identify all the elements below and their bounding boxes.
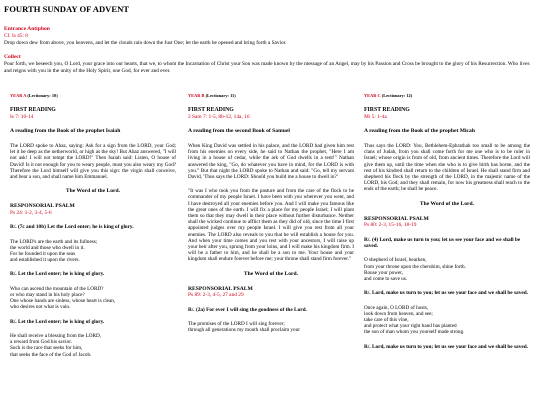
- year-label: YEAR C: [364, 93, 381, 98]
- responsorial-psalm-label: RESPONSORIAL PSALM: [364, 215, 429, 222]
- lectionary-label: (Lectionary: 10): [27, 93, 58, 98]
- psalm-verse: [10, 286, 176, 311]
- psalm-verse: [188, 321, 354, 333]
- verse-line: O shepherd of Israel, hearken,: [364, 257, 427, 264]
- verse-line: and protect what your right hand has planted: [364, 323, 457, 330]
- psalm-response: R/. Lord, make us turn to you; let us see your face and we shall be saved.: [364, 290, 528, 297]
- psalm-verse: [364, 305, 530, 336]
- responsorial-psalm-label: RESPONSORIAL PSALM: [188, 285, 253, 292]
- first-reading-cite: Is 7: 10-14: [10, 113, 34, 120]
- psalm-response: R/. Let the Lord enter; he is king of glory.: [10, 318, 105, 325]
- year-b-column: [188, 93, 354, 341]
- lectionary-label: (Lectionary: 11): [205, 93, 236, 98]
- psalm-verse: [10, 239, 176, 264]
- responsorial-psalm-cite: Ps 80: 2-3, 15-16, 18-19: [364, 222, 417, 229]
- verse-line: The LORD's are the earth and its fullness;: [10, 238, 98, 245]
- entrance-antiphon-label: Entrance Antiphon: [4, 26, 50, 32]
- verse-line: a reward from God his savior.: [10, 339, 72, 346]
- verse-line: look down from heaven, and see;: [364, 310, 433, 317]
- year-label: YEAR A: [10, 93, 27, 98]
- first-reading-label: FIRST READING: [188, 107, 234, 113]
- reading-paragraph: Thus says the LORD: You, Bethlehem-Ephrathah too small to be among the clans of Judah, from you shall come forth for me one who is to be ruler in Israel; whose origin is from of old, from ancient times. Therefore the Lord will give them up, until the time when she who is to give birth has borne, and the rest of his kindred shall return to the children of Israel. He shall stand firm and shepherd his flock by the strength of the LORD, in the majestic name of the LORD, his God; and they shall remain, for now his greatness shall reach to the ends of the earth; he shall be peace.: [364, 143, 530, 193]
- first-reading-label: FIRST READING: [10, 107, 56, 113]
- responsorial-psalm-cite: Ps 24: 1-2, 3-4, 5-6: [10, 209, 52, 216]
- verse-line: the world and those who dwell in it.: [10, 244, 85, 251]
- year-heading: [188, 93, 354, 99]
- reading-title: A reading from the second Book of Samuel: [188, 128, 290, 134]
- year-c-column: [364, 93, 530, 358]
- collect-text: Pour forth, we beseech you, O Lord, your grace into our hearts, that we, to whom the Incarnation of Christ your Son was made known by the message of an Angel, may by his Passion and Cross be brought to the glory of his Resurrection. Who lives and reigns with you in the unity of the Holy Spirit, one God, for ever and ever.: [4, 61, 530, 74]
- verse-line: or who may stand in his holy place?: [10, 292, 85, 299]
- year-label: YEAR B: [188, 93, 205, 98]
- psalm-verse: [10, 333, 176, 358]
- verse-line: Such is the race that seeks for him,: [10, 345, 83, 352]
- verse-line: that seeks the face of the God of Jacob.: [10, 351, 92, 358]
- year-heading: [364, 93, 530, 99]
- word-of-the-lord: The Word of the Lord.: [243, 270, 299, 277]
- verse-line: For he founded it upon the seas: [10, 251, 76, 258]
- verse-line: Once again, O LORD of hosts,: [364, 304, 429, 311]
- responsorial-psalm-cite: Ps 89: 2-3, 4-5, 27 and 29: [188, 292, 244, 299]
- first-reading-label: FIRST READING: [364, 107, 410, 113]
- reading-paragraph: When King David was settled in his palace, and the LORD had given him rest from his enemies on every side, he said to Nathan the prophet, "Here I am living in a house of cedar, while the ark of God dwells in a tent!" Nathan answered the king, "Go, do whatever you have in mind, for the LORD is with you." But that night the LORD spoke to Nathan and said: "Go, tell my servant David, 'Thus says the LORD: Should you build me a house to dwell in?': [188, 143, 354, 181]
- first-reading-cite: Mi 5: 1-4a: [364, 113, 387, 120]
- verse-line: who desires not what is vain.: [10, 304, 71, 311]
- reading-title: A reading from the Book of the prophet Micah: [364, 128, 475, 134]
- page-title: FOURTH SUNDAY OF ADVENT: [4, 4, 130, 14]
- psalm-response: R/. (7c and 10b) Let the Lord enter; he is king of glory.: [10, 224, 134, 231]
- verse-line: through all generations my mouth shall proclaim your: [188, 327, 300, 334]
- verse-line: and come to save us.: [364, 276, 408, 283]
- psalm-response: R/. (2a) For ever I will sing the goodness of the Lord.: [188, 306, 307, 313]
- word-of-the-lord: The Word of the Lord.: [419, 200, 475, 207]
- verse-line: Who can ascend the mountain of the LORD?: [10, 285, 104, 292]
- first-reading-cite: 2 Sam 7: 1-5, 8b-12, 14a, 16: [188, 113, 250, 120]
- reading-paragraph: The LORD spoke to Ahaz, saying: Ask for a sign from the LORD, your God; let it be deep as the netherworld, or high as the sky! But Ahaz answered, "I will not ask! I will not tempt the LORD!" Then Isaiah said: Listen, O house of David! Is it not enough for you to weary people, must you also weary my God? Therefore the Lord himself will give you this sign: the virgin shall conceive, and bear a son, and shall name him Emmanuel.: [10, 143, 176, 181]
- psalm-verse: [364, 257, 530, 282]
- reading-paragraph: "It was I who took you from the pasture and from the care of the flock to be commander of my people Israel. I have been with you wherever you went, and I have destroyed all your enemies before you. And I will make you famous like the great ones of the earth. I will fix a place for my people Israel; I will plant them so that they may dwell in their place without further disturbance. Neither shall the wicked continue to afflict them as they did of old, since the time I first appointed judges over my people Israel. I will give you rest from all your enemies. The LORD also reveals to you that he will establish a house for you. And when your time comes and you rest with your ancestors, I will raise up your heir after you, sprung from your loins, and I will make his kingdom firm. I will be a father to him, and he shall be a son to me. Your house and your kingdom shall endure forever before me; your throne shall stand firm forever.": [188, 188, 354, 263]
- year-heading: [10, 93, 176, 99]
- entrance-antiphon-text: Drop down dew from above, you heavens, and let the clouds rain down the Just One; let the earth be opened and bring forth a Savior.: [4, 40, 287, 46]
- psalm-response: R/. Lord, make us turn to you; let us see your face and we shall be saved.: [364, 343, 528, 350]
- year-a-column: [10, 93, 176, 366]
- entrance-antiphon: [4, 26, 536, 47]
- verse-line: the son of man whom you yourself made strong.: [364, 329, 465, 336]
- verse-line: The promises of the LORD I will sing forever;: [188, 321, 285, 328]
- psalm-response: R/. Let the Lord enter; he is king of glory.: [10, 271, 105, 278]
- word-of-the-lord: The Word of the Lord.: [65, 188, 121, 195]
- lectionary-label: (Lectionary: 12): [381, 93, 413, 98]
- psalm-response: R/. (4) Lord, make us turn to you; let us see your face and we shall be saved.: [364, 236, 521, 250]
- verse-line: take care of this vine,: [364, 317, 409, 324]
- verse-line: from your throne upon the cherubim, shine forth.: [364, 263, 466, 270]
- entrance-antiphon-cite: Cf. Is 45: 8: [4, 33, 28, 39]
- reading-title: A reading from the Book of the prophet Isaiah: [10, 128, 121, 134]
- verse-line: One whose hands are sinless, whose heart is clean,: [10, 298, 116, 305]
- verse-line: Rouse your power,: [364, 269, 404, 276]
- verse-line: and established it upon the rivers.: [10, 257, 80, 264]
- collect-label: Collect: [4, 54, 21, 60]
- responsorial-psalm-label: RESPONSORIAL PSALM: [10, 203, 75, 210]
- collect: [4, 54, 536, 74]
- verse-line: He shall receive a blessing from the LORD,: [10, 333, 102, 340]
